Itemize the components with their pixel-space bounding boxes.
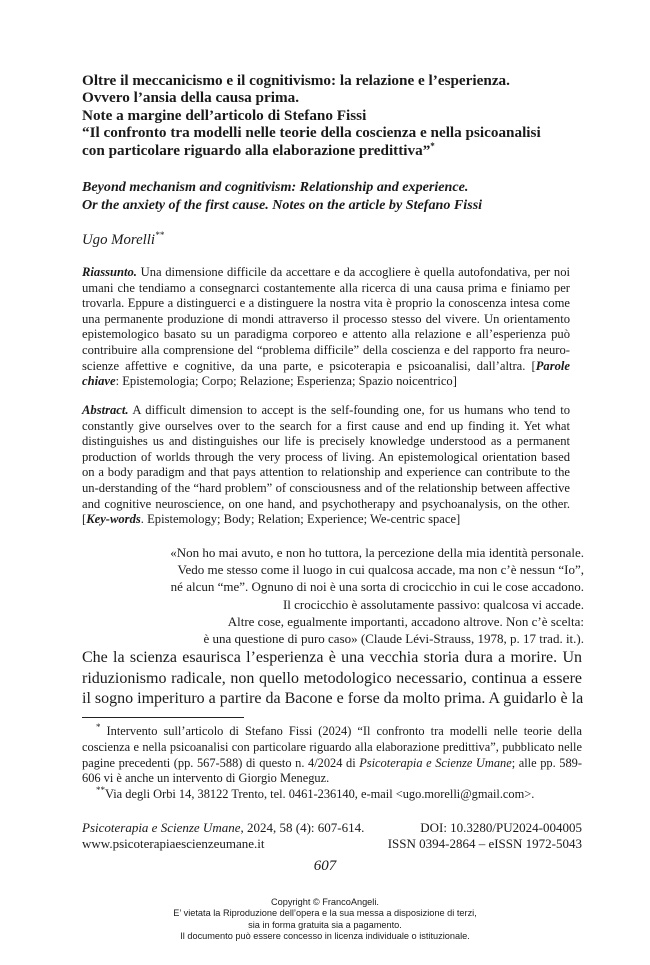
riassunto-text: Una dimensione difficile da accettare e da accogliere è quella autofondativa, per noi umani che tendiamo a consegnarci costantemente alla ricerca di una causa prima e finiamo per trovarla. Eppure a distinguerci e a distinguere la nostra vita è proprio la conoscenza intesa come una permanente produzione di mondi attraverso il processo stesso del vivere. Un orientamento epistemologico basato su un paradigma corporeo e attento alla relazione e all’esperienza può contribuire alla comprensione del “problema difficile” della coscienza e del rapporto fra neuro-scienze affettive e cognitive, da una parte, e psicoterapia e psicoanalisi, dall’altra. [ bbox=[82, 265, 570, 373]
issn: ISSN 0394-2864 – eISSN 1972-5043 bbox=[387, 836, 582, 851]
keywords-list: Epistemologia; Corpo; Relazione; Esperienza; Spazio noicentrico] bbox=[122, 374, 457, 389]
epigraph-quote bbox=[100, 544, 584, 647]
journal-website: www.psicoterapiaescienzeumane.it bbox=[82, 836, 265, 851]
author-name bbox=[82, 232, 164, 249]
journal-name: Psicoterapia e Scienze Umane bbox=[359, 755, 512, 770]
body-line: il sogno imperituro a partire da Bacone e forse da molto prima. A guidarlo è la bbox=[82, 690, 584, 708]
footnote-text: Intervento sull’articolo di Stefano Fissi (2024) “Il confronto tra modelli nelle teorie della coscienza e nella psicoanalisi con particolare riguardo alla elaborazione predittiva”, pubblicato nelle pagine precedenti (pp. 567-588) di questo n. 4/2024 di bbox=[82, 724, 582, 770]
copyright-line: sia in forma gratuita sia a pagamento. bbox=[248, 919, 402, 930]
body-paragraph bbox=[82, 648, 582, 710]
author-name-text: Ugo Morelli bbox=[82, 232, 156, 248]
copyright-notice bbox=[0, 897, 650, 942]
title-line bbox=[82, 142, 582, 159]
footnote-text: Via degli Orbi 14, 38122 Trento, tel. 0461-236140, e-mail <ugo.morelli@gmail.com>. bbox=[105, 787, 535, 802]
keywords-separator: : bbox=[115, 374, 123, 389]
epigraph-line: né alcun “me”. Ognuno di noi è una sorta di crocicchio in cui le cose accadono. bbox=[170, 579, 584, 595]
footnote-marker: * bbox=[430, 140, 435, 151]
abstract-block bbox=[82, 403, 570, 528]
footnote-marker: * bbox=[96, 721, 101, 732]
english-title-line: Or the anxiety of the first cause. Notes on the article by Stefano Fissi bbox=[82, 197, 483, 213]
title-line: “Il confronto tra modelli nelle teorie della coscienza e nella psicoanalisi bbox=[82, 124, 541, 142]
english-title-line: Beyond mechanism and cognitivism: Relationship and experience. bbox=[82, 179, 469, 195]
footnote-marker: ** bbox=[155, 230, 165, 241]
article-title bbox=[82, 72, 582, 159]
riassunto-block bbox=[82, 265, 570, 390]
title-line: Oltre il meccanicismo e il cognitivismo: la relazione e l’esperienza. bbox=[82, 72, 510, 89]
epigraph-line: Il crocicchio è assolutamente passivo: qualcosa vi accade. bbox=[282, 596, 584, 612]
abstract-label: Abstract. bbox=[82, 403, 129, 417]
footnote-2 bbox=[82, 787, 582, 803]
keywords-list: Epistemology; Body; Relation; Experience; We-centric space] bbox=[147, 512, 461, 527]
copyright-line: Il documento può essere concesso in licenza individuale o istituzionale. bbox=[180, 930, 470, 941]
title-line: Ovvero l’ansia della causa prima. bbox=[82, 89, 299, 107]
footnote-1 bbox=[82, 721, 582, 787]
keywords-separator: . bbox=[140, 512, 148, 527]
doi: DOI: 10.3280/PU2024-004005 bbox=[420, 820, 582, 835]
epigraph-line: «Non ho mai avuto, e non ho tuttora, la percezione della mia identità personale. bbox=[170, 545, 584, 560]
body-line: Che la scienza esaurisca l’esperienza è una vecchia storia dura a morire. Un bbox=[82, 649, 582, 666]
epigraph-line: Altre cose, egualmente importanti, accadono altrove. Non c’è scelta: bbox=[227, 613, 584, 629]
abstract-text: A difficult dimension to accept is the self-founding one, for us humans who tend to constantly give ourselves over to the search for a first cause and end up finding it. Yet what distinguishes us and distinguishes our life is precisely knowledge understood as a permanent production of worlds through the very process of living. An epistemological orientation based on a body paradigm and that pays attention to relationship and experience can contribute to the un-derstanding of the “hard problem” of consciousness and of the relationship between affective and cognitive neuroscience, on one hand, and psychotherapy and psychoanalysis, on the other. [ bbox=[82, 403, 570, 527]
title-line: Note a margine dell’articolo di Stefano Fissi bbox=[82, 106, 367, 124]
title-line-text: con particolare riguardo alla elaborazione predittiva” bbox=[82, 141, 431, 159]
epigraph-line: Vedo me stesso come il luogo in cui qualcosa accade, ma non c’è nessun “Io”, bbox=[177, 562, 584, 578]
copyright-line: Copyright © FrancoAngeli. bbox=[271, 897, 379, 907]
page-number: 607 bbox=[313, 858, 337, 874]
footnotes bbox=[82, 721, 582, 803]
footnote-text: ; alle pp. 589-606 vi è anche un intervento di Giorgio Meneguz. bbox=[82, 755, 582, 786]
copyright-line: E’ vietata la Riproduzione dell’opera e la sua messa a disposizione di terzi, bbox=[173, 908, 477, 919]
journal-citation bbox=[82, 820, 364, 836]
keywords-label: Key-words bbox=[86, 512, 141, 527]
footnote-divider bbox=[82, 717, 244, 718]
body-line: riduzionismo radicale, non quello metodologico necessario, continua a essere bbox=[82, 669, 582, 687]
journal-name: Psicoterapia e Scienze Umane bbox=[82, 820, 241, 835]
keywords-label: Parole chiave bbox=[82, 358, 570, 389]
journal-issue: , 2024, 58 (4): 607-614. bbox=[240, 820, 365, 835]
epigraph-line: è una questione di puro caso» (Claude Lévi-Strauss, 1978, p. 17 trad. it.). bbox=[203, 631, 584, 647]
riassunto-label: Riassunto. bbox=[82, 265, 137, 279]
english-title bbox=[82, 178, 582, 214]
footnote-marker: ** bbox=[96, 785, 105, 796]
